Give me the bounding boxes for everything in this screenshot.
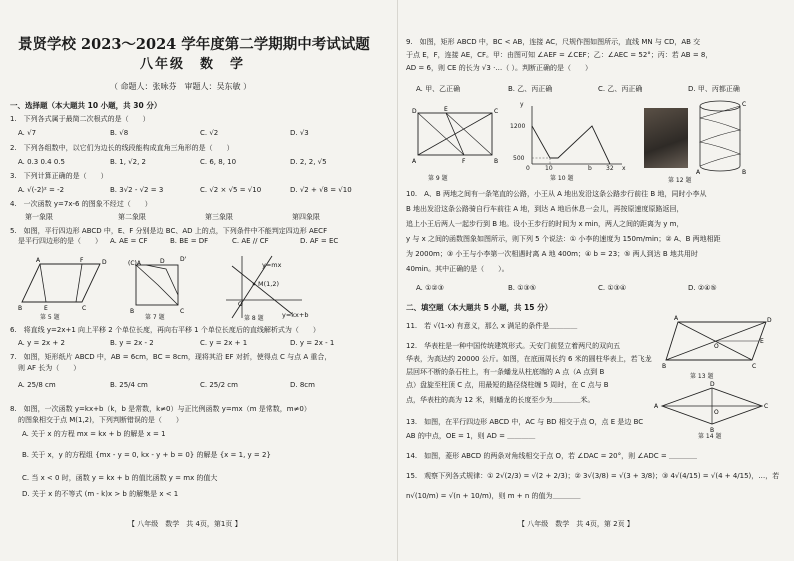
svg-text:B: B: [18, 305, 23, 312]
q10-option-c: C. ①③④: [598, 284, 627, 292]
figure-10-tick-500: 500: [513, 155, 525, 162]
question-12: 12. 华表柱是一种中国传统建筑形式。天安门前竖立着两尺的双向五: [406, 342, 621, 350]
svg-text:(C)A: (C)A: [128, 260, 141, 267]
q1-option-b: B. √8: [110, 129, 129, 137]
question-12-cont2: 层回环不断的条石柱上，有一条蟠龙从柱底端的 A 点（A 点到 B: [406, 368, 605, 376]
q8-option-d: D. 关于 x 的不等式 (m - k)x > b 的解集是 x < 1: [22, 490, 179, 498]
exam-subtitle: 八年级 数 学: [140, 57, 246, 72]
svg-text:A: A: [674, 315, 679, 322]
svg-text:C: C: [82, 305, 87, 312]
q9-option-d: D. 甲、丙都正确: [688, 85, 740, 93]
figure-8-line-label-kxb: y=kx+b: [282, 311, 309, 319]
svg-text:C: C: [752, 363, 757, 370]
huabiao-photo: [644, 108, 688, 168]
figure-10-tick-32: 32: [606, 165, 614, 172]
svg-text:A: A: [696, 169, 701, 176]
figure-12-caption: 第 12 题: [668, 177, 692, 184]
q9-option-c: C. 乙、丙正确: [598, 85, 643, 93]
exam-title: 景贤学校 2023～2024 学年度第二学期期中考试试题: [18, 36, 370, 53]
question-5-cont: 是平行四边形的是（ ）: [18, 237, 102, 245]
q3-option-b: B. 3√2 - √2 = 3: [110, 186, 164, 194]
svg-text:C: C: [180, 308, 185, 315]
right-page: [397, 0, 794, 561]
q5-option-c: C. AE // CF: [232, 237, 269, 245]
figure-10-tick-10: 10: [545, 165, 553, 172]
question-3: 3. 下列计算正确的是（ ）: [10, 172, 108, 180]
question-12-cont4: 点，华表柱的高为 12 米，则蟠龙的长度至少为＿＿＿＿米。: [406, 396, 595, 404]
figure-5-parallelogram: [18, 256, 108, 311]
q7-option-a: A. 25/8 cm: [18, 381, 56, 389]
svg-text:D: D: [710, 381, 715, 388]
figure-12-cylinder: [696, 98, 746, 176]
q9-option-b: B. 乙、丙正确: [508, 85, 553, 93]
svg-text:E: E: [760, 338, 764, 345]
figure-13-caption: 第 13 题: [690, 373, 714, 380]
q2-option-b: B. 1, √2, 2: [110, 158, 146, 166]
figure-9-caption: 第 9 题: [428, 175, 448, 182]
figure-10-x-label: x: [622, 165, 626, 172]
figure-10-y-label: y: [520, 101, 524, 108]
q4-option-d: 第四象限: [292, 213, 320, 221]
section-1-heading: 一、选择题（本大题共 10 小题，共 30 分）: [10, 101, 162, 110]
left-footer: 【 八年级 数学 共 4页，第1页 】: [128, 520, 242, 528]
q1-option-c: C. √2: [200, 129, 219, 137]
question-7-cont: 则 AF 长为（ ）: [18, 364, 81, 372]
svg-text:O: O: [238, 301, 243, 308]
q7-option-d: D. 8cm: [290, 381, 315, 389]
q8-option-c: C. 当 x < 0 时，函数 y = kx + b 的值比函数 y = mx 的值大: [22, 474, 218, 482]
q9-option-a: A. 甲、乙正确: [416, 85, 461, 93]
question-11: 11. 若 √(1-x) 有意义，那么 x 满足的条件是＿＿＿＿: [406, 322, 578, 330]
svg-text:C: C: [764, 403, 769, 410]
question-9: 9. 如图，矩形 ABCD 中，BC < AB，连接 AC，尺规作图如图所示，直线 MN 与 CD，AB 交: [406, 38, 701, 46]
q2-option-c: C. 6, 8, 10: [200, 158, 237, 166]
figure-8-line-label-mx: y=mx: [262, 261, 282, 269]
svg-text:D: D: [412, 108, 417, 115]
q8-option-b: B. 关于 x，y 的方程组 {mx - y = 0, kx - y + b = 0} 的解是 {x = 1, y = 2}: [22, 451, 271, 459]
q6-option-c: C. y = 2x + 1: [200, 339, 248, 347]
svg-text:B: B: [710, 427, 715, 434]
q4-option-a: 第一象限: [25, 213, 53, 221]
figure-8-point-label: M(1,2): [258, 280, 280, 288]
figure-5-caption: 第 5 题: [40, 314, 60, 321]
question-12-cont1: 华表，为高达约 20000 公斤。如图，在底面周长约 6 米的圆柱华表上，若飞龙: [406, 355, 652, 363]
svg-text:D': D': [180, 256, 187, 263]
q7-option-b: B. 25/4 cm: [110, 381, 148, 389]
q5-option-d: D. AF = EC: [300, 237, 339, 245]
q1-option-a: A. √7: [18, 129, 37, 137]
figure-13-parallelogram: [662, 315, 772, 370]
svg-text:O: O: [714, 343, 719, 350]
q4-option-c: 第三象限: [205, 213, 233, 221]
question-9-cont2: AD = 6，则 CE 的长为 √3 ·…（ ）。判断正确的是（ ）: [406, 64, 593, 72]
question-8: 8. 如图，一次函数 y=kx+b（k，b 是常数，k≠0）与正比例函数 y=mx（m 是常数，m≠0）: [10, 405, 311, 413]
section-2-heading: 二、填空题（本大题共 5 小题，共 15 分）: [406, 303, 553, 312]
q6-option-a: A. y = 2x + 2: [18, 339, 65, 347]
svg-text:D: D: [160, 258, 165, 265]
q10-option-d: D. ②④⑤: [688, 284, 717, 292]
figure-7-caption: 第 7 题: [145, 314, 165, 321]
question-5: 5. 如图，平行四边形 ABCD 中，E、F 分别是边 BC、AD 上的点，下列条件中不能判定四边形 AECF: [10, 227, 328, 235]
q3-option-a: A. √(-2)² = -2: [18, 186, 65, 194]
q2-option-a: A. 0.3 0.4 0.5: [18, 158, 65, 166]
svg-text:B: B: [662, 363, 667, 370]
authors-line: （ 命题人：张咏芬 审题人：吴东敏 ）: [110, 82, 252, 91]
question-15-cont: n√(10/m) = √(n + 10/m)，则 m + n 的值为＿＿＿＿: [406, 492, 581, 500]
question-10-cont5: 40min。其中正确的是（ ）。: [406, 265, 509, 273]
svg-text:E: E: [444, 106, 448, 113]
svg-text:A: A: [36, 257, 41, 264]
question-10-cont3: y 与 x 之间的函数图象如图所示，则下列 5 个说法：① 小李的速度为 150m/min；② A、B 两地相距: [406, 235, 721, 243]
question-1: 1. 下列各式属于最简二次根式的是（ ）: [10, 115, 150, 123]
q3-option-d: D. √2 + √8 = √10: [290, 186, 352, 194]
svg-text:A: A: [654, 403, 659, 410]
svg-text:F: F: [80, 257, 84, 264]
figure-10-tick-1200: 1200: [510, 123, 526, 130]
figure-10-graph: [518, 102, 628, 170]
svg-text:C: C: [742, 101, 747, 108]
q4-option-b: 第二象限: [118, 213, 146, 221]
q8-option-a: A. 关于 x 的方程 mx = kx + b 的解是 x = 1: [22, 430, 166, 438]
figure-10-caption: 第 10 题: [550, 175, 574, 182]
q5-option-b: B. BE = DF: [170, 237, 209, 245]
figure-14-rhombus: [654, 381, 776, 434]
question-4: 4. 一次函数 y=7x-6 的图象不经过（ ）: [10, 200, 152, 208]
q3-option-c: C. √2 × √5 = √10: [200, 186, 262, 194]
svg-text:E: E: [44, 305, 48, 312]
q5-option-a: A. AE = CF: [110, 237, 148, 245]
question-9-cont: 于点 E，F，连接 AE，CF。甲：由图可知 ∠AEF = ∠CEF；乙：∠AEC = 52°；丙：若 AB = 8，: [406, 51, 713, 59]
svg-text:A: A: [412, 158, 417, 165]
question-14: 14. 如图，菱形 ABCD 的两条对角线相交于点 O，若 ∠DAC = 20°，则 ∠ADC = ＿＿＿＿: [406, 452, 697, 460]
figure-10-origin: 0: [526, 165, 530, 172]
q6-option-b: B. y = 2x - 2: [110, 339, 154, 347]
q10-option-a: A. ①②③: [416, 284, 444, 292]
q1-option-d: D. √3: [290, 129, 309, 137]
svg-text:O: O: [714, 409, 719, 416]
question-13-cont: AB 的中点，OE = 1，则 AD = ＿＿＿＿: [406, 432, 536, 440]
figure-7-folded-rectangle: [128, 255, 198, 315]
question-13: 13. 如图，在平行四边形 ABCD 中，AC 与 BD 相交于点 O，点 E 是边 BC: [406, 418, 644, 426]
question-6: 6. 将直线 y=2x+1 向上平移 2 个单位长度，再向右平移 1 个单位长度后的直线解析式为（ ）: [10, 326, 320, 334]
q7-option-c: C. 25/2 cm: [200, 381, 238, 389]
question-10-cont4: 为 2000m；③ 小王与小李第一次相遇时离 A 地 400m；④ b = 23；⑤ 两人到达 B 地共用时: [406, 250, 698, 258]
question-7: 7. 如图，矩形纸片 ABCD 中，AB = 6cm，BC = 8cm，现将其沿 EF 对折，使得点 C 与点 A 重合，: [10, 353, 332, 361]
figure-9-rectangle: [412, 105, 502, 165]
figure-8-caption: 第 8 题: [244, 315, 264, 322]
q6-option-d: D. y = 2x - 1: [290, 339, 335, 347]
svg-text:C: C: [494, 108, 499, 115]
svg-text:B: B: [742, 169, 747, 176]
figure-10-tick-b: b: [588, 165, 592, 172]
svg-text:B: B: [130, 308, 135, 315]
question-15: 15. 观察下列各式规律：① 2√(2/3) = √(2 + 2/3)；② 3√(3/8) = √(3 + 3/8)；③ 4√(4/15) = √(4 + 4/15)，…，若: [406, 472, 780, 480]
question-12-cont3: 点）盘旋至柱顶 C 点，用最短的路径绕柱缠 5 周时，在 C 点与 B: [406, 381, 609, 389]
question-10-cont1: B 地出发沿这条公路骑自行车前往 A 地，到达 A 地后休息一会儿，再按原速度原路返回，: [406, 205, 684, 213]
figure-14-caption: 第 14 题: [698, 433, 722, 440]
svg-text:F: F: [462, 158, 466, 165]
q10-option-b: B. ①③⑤: [508, 284, 537, 292]
question-2: 2. 下列各组数中，以它们为边长的线段能构成直角三角形的是（ ）: [10, 144, 234, 152]
svg-text:D: D: [767, 317, 772, 324]
question-10: 10. A、B 两地之间有一条笔直的公路，小王从 A 地出发沿这条公路步行前往 B 地，同时小李从: [406, 190, 707, 198]
question-10-cont2: 追上小王后两人一起步行到 B 地。设小王步行的时间为 x min，两人之间的距离为 y m，: [406, 220, 684, 228]
q2-option-d: D. 2, 2, √5: [290, 158, 327, 166]
question-8-cont: 的图象相交于点 M(1,2)，下列判断错误的是（ ）: [18, 416, 183, 424]
svg-text:D: D: [102, 259, 107, 266]
right-footer: 【 八年级 数学 共 4页，第 2页 】: [518, 520, 634, 528]
svg-text:B: B: [494, 158, 499, 165]
